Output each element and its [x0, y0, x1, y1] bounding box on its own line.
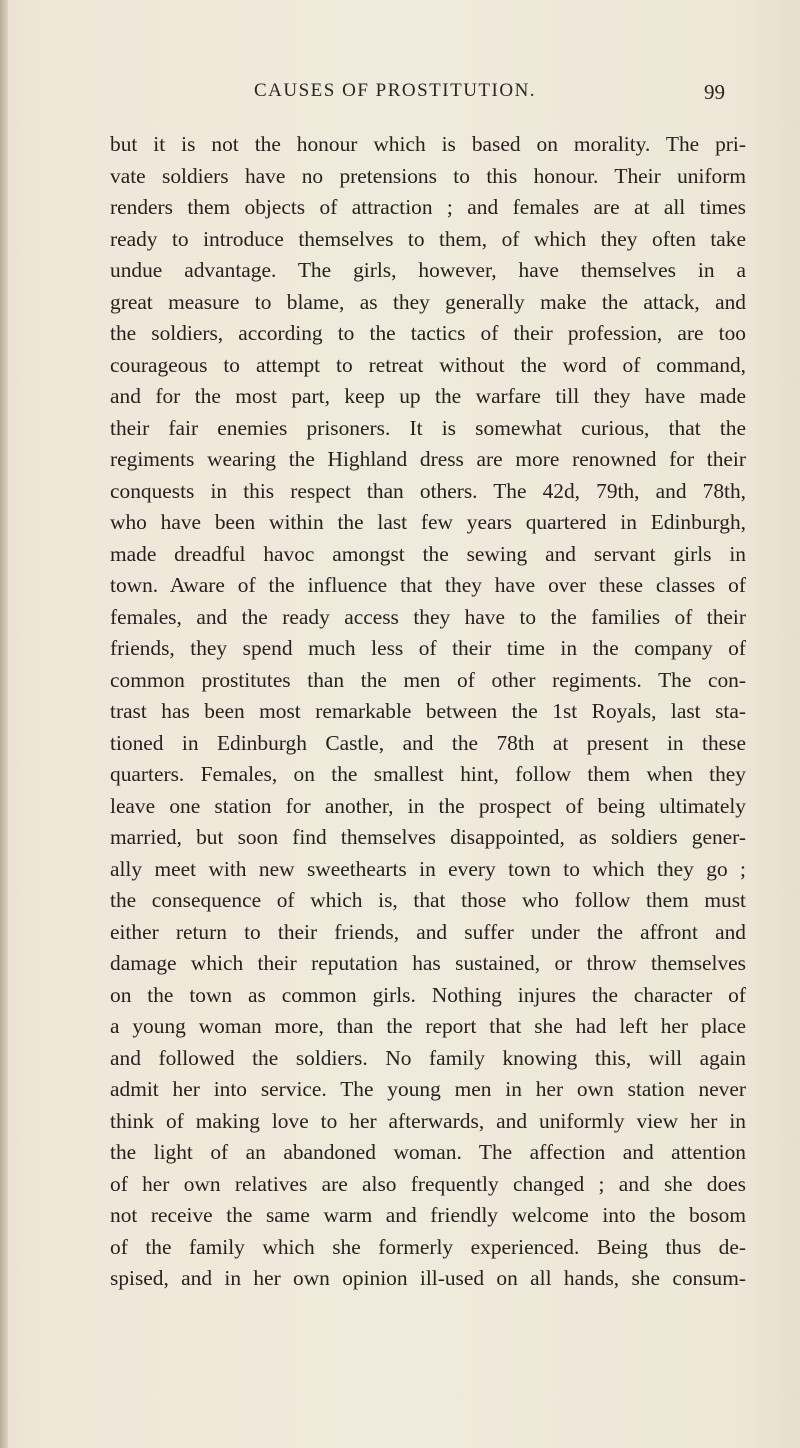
text-line: admit her into service. The young men in her own station never — [110, 1077, 746, 1101]
text-line: and for the most part, keep up the warfare till they have made — [110, 384, 746, 408]
text-line: regiments wearing the Highland dress are more renowned for their — [110, 447, 746, 471]
text-line: leave one station for another, in the prospect of being ultimately — [110, 793, 746, 818]
text-line: ready to introduce themselves to them, of which they often take — [110, 226, 746, 251]
page-gutter-shadow — [0, 0, 8, 1448]
text-line: of her own relatives are also frequently changed ; and she does — [110, 1171, 746, 1196]
text-line: tioned in Edinburgh Castle, and the 78th at present in these — [110, 730, 746, 755]
text-line: trast has been most remarkable between the 1st Royals, last sta- — [110, 699, 746, 723]
running-title: CAUSES OF PROSTITUTION. — [254, 80, 537, 101]
text-line: quarters. Females, on the smallest hint, follow them when they — [110, 762, 746, 786]
text-line: on the town as common girls. Nothing injures the character of — [110, 982, 746, 1007]
text-line: great measure to blame, as they generally make the attack, and — [110, 289, 746, 314]
text-line: married, but soon find themselves disappointed, as soldiers gener- — [110, 825, 746, 849]
text-line: but it is not the honour which is based on morality. The pri- — [110, 132, 746, 156]
text-line: the consequence of which is, that those who follow them must — [110, 888, 746, 912]
page-header — [0, 80, 800, 110]
text-line: renders them objects of attraction ; and females are at all times — [110, 195, 746, 219]
text-line: either return to their friends, and suffer under the affront and — [110, 919, 746, 944]
text-line: their fair enemies prisoners. It is somewhat curious, that the — [110, 415, 746, 440]
text-line: vate soldiers have no pretensions to this honour. Their uniform — [110, 163, 746, 188]
page-number: 99 — [704, 80, 725, 104]
text-line: spised, and in her own opinion ill-used on all hands, she consum- — [110, 1266, 746, 1290]
text-line: of the family which she formerly experienced. Being thus de- — [110, 1234, 746, 1259]
text-line: the soldiers, according to the tactics of their profession, are too — [110, 321, 746, 345]
text-line: made dreadful havoc amongst the sewing and servant girls in — [110, 541, 746, 566]
text-line: and followed the soldiers. No family knowing this, will again — [110, 1045, 746, 1070]
text-line: courageous to attempt to retreat without the word of command, — [110, 352, 746, 377]
text-line: friends, they spend much less of their time in the company of — [110, 636, 746, 660]
body-text — [110, 129, 746, 1295]
text-line: a young woman more, than the report that she had left her place — [110, 1014, 746, 1038]
text-line: town. Aware of the influence that they have over these classes of — [110, 573, 746, 597]
text-line: undue advantage. The girls, however, have themselves in a — [110, 258, 746, 282]
text-line: think of making love to her afterwards, and uniformly view her in — [110, 1108, 746, 1133]
text-line: damage which their reputation has sustained, or throw themselves — [110, 951, 746, 975]
text-line: common prostitutes than the men of other regiments. The con- — [110, 667, 746, 692]
text-line: conquests in this respect than others. The 42d, 79th, and 78th, — [110, 478, 746, 503]
text-line: who have been within the last few years quartered in Edinburgh, — [110, 510, 746, 534]
text-line: the light of an abandoned woman. The affection and attention — [110, 1140, 746, 1164]
text-line: not receive the same warm and friendly welcome into the bosom — [110, 1203, 746, 1227]
text-line: females, and the ready access they have to the families of their — [110, 604, 746, 629]
text-line: ally meet with new sweethearts in every town to which they go ; — [110, 856, 746, 881]
